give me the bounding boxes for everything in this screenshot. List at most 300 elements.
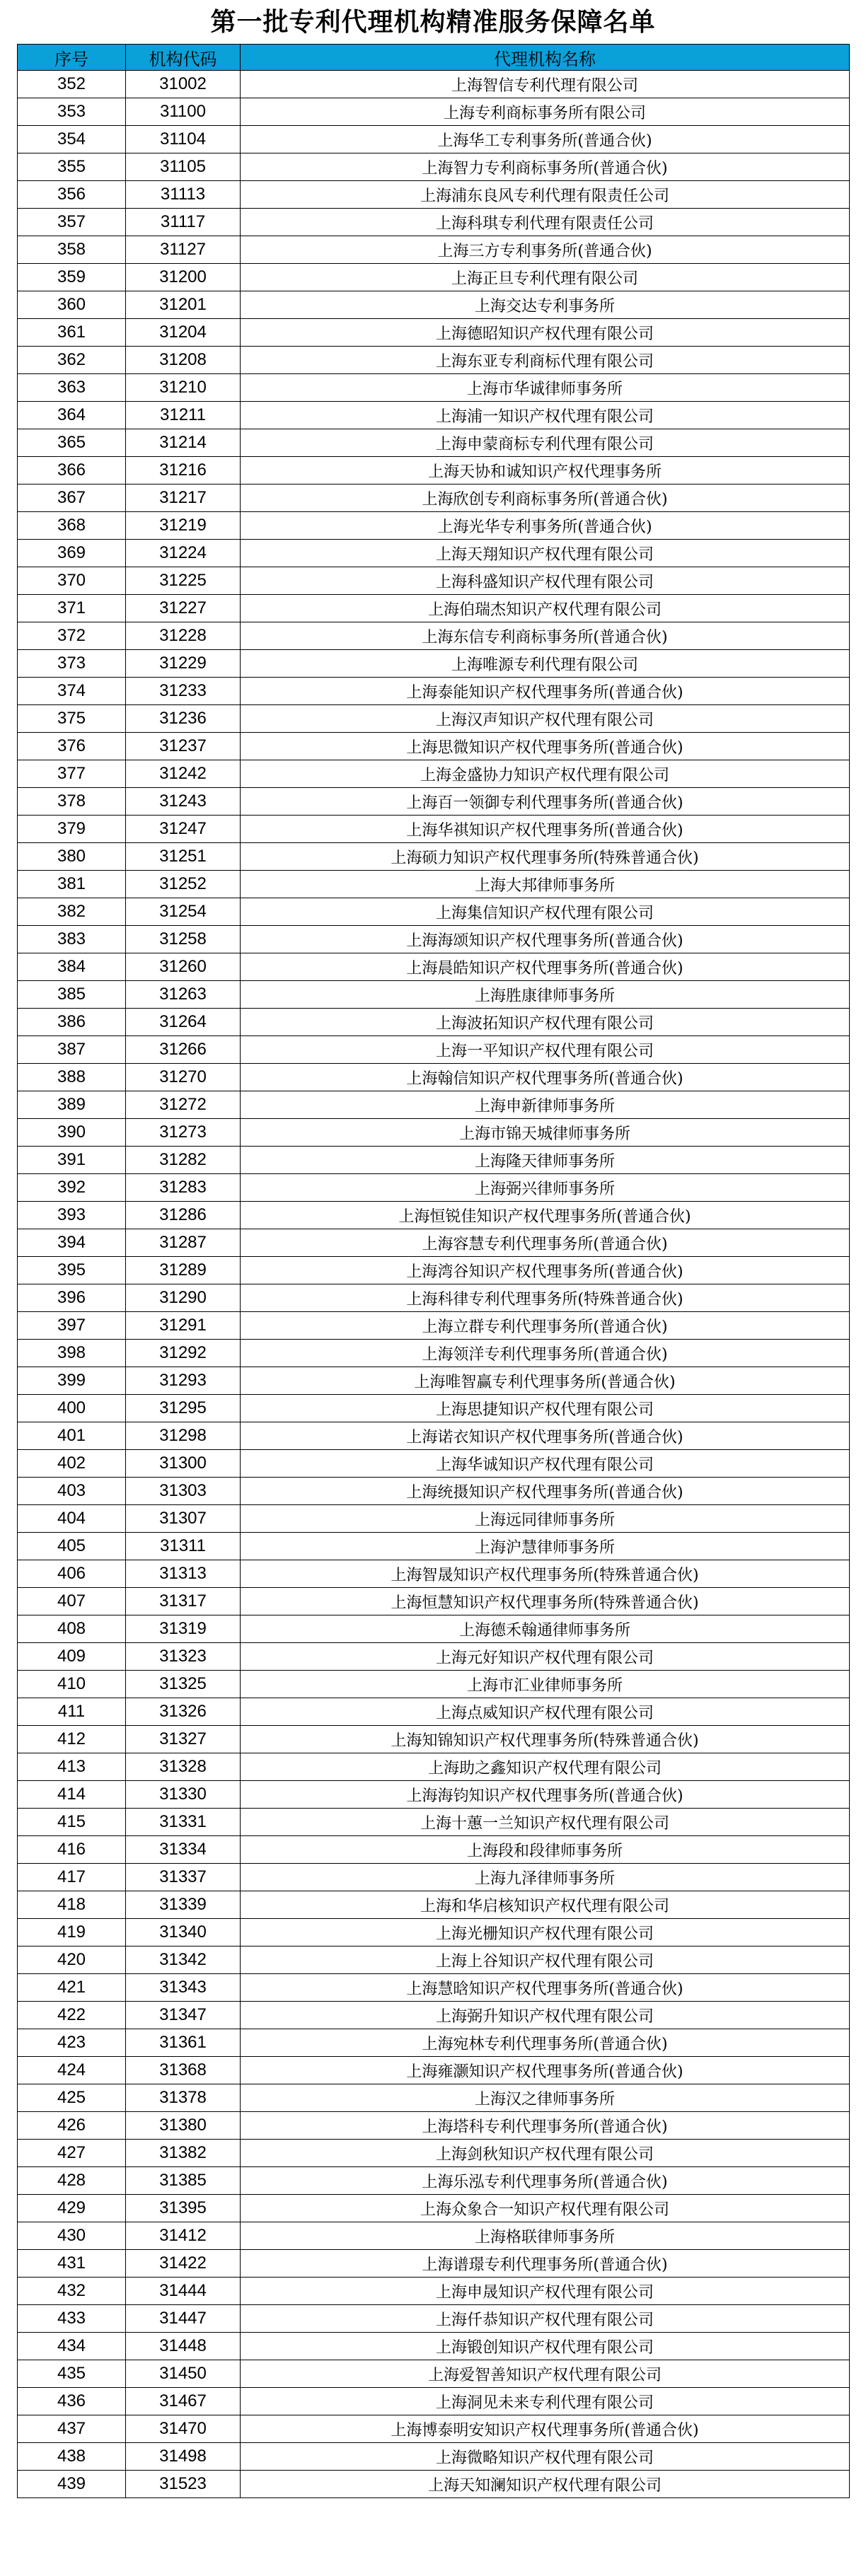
row-code-cell: 31412 [126, 2222, 241, 2250]
row-name-cell: 上海海钧知识产权代理事务所(普通合伙) [241, 1781, 850, 1809]
row-code-cell: 31252 [126, 871, 241, 898]
row-code-cell: 31307 [126, 1505, 241, 1533]
row-index-cell: 387 [18, 1036, 126, 1064]
row-index-cell: 364 [18, 402, 126, 429]
table-row [18, 2415, 850, 2443]
table-row [18, 1671, 850, 1698]
row-index-cell: 400 [18, 1395, 126, 1422]
table-row [18, 2002, 850, 2029]
row-name-cell: 上海德禾翰通律师事务所 [241, 1615, 850, 1643]
row-code-cell: 31242 [126, 760, 241, 788]
row-code-cell: 31273 [126, 1119, 241, 1147]
table-row [18, 181, 850, 209]
row-code-cell: 31227 [126, 595, 241, 622]
row-code-cell: 31291 [126, 1312, 241, 1340]
table-row [18, 2112, 850, 2140]
document-page [17, 0, 849, 2498]
row-name-cell: 上海金盛协力知识产权代理有限公司 [241, 760, 850, 788]
row-code-cell: 31295 [126, 1395, 241, 1422]
table-row [18, 1505, 850, 1533]
row-index-cell: 361 [18, 319, 126, 347]
row-name-cell: 上海元好知识产权代理有限公司 [241, 1643, 850, 1671]
row-code-cell: 31327 [126, 1726, 241, 1753]
row-code-cell: 31328 [126, 1753, 241, 1781]
row-index-cell: 431 [18, 2250, 126, 2278]
row-name-cell: 上海仟恭知识产权代理有限公司 [241, 2305, 850, 2333]
row-index-cell: 360 [18, 291, 126, 319]
row-name-cell: 上海弼升知识产权代理有限公司 [241, 2002, 850, 2029]
row-name-cell: 上海智信专利代理有限公司 [241, 71, 850, 98]
row-index-cell: 394 [18, 1229, 126, 1257]
table-body [18, 71, 850, 2498]
row-name-cell: 上海容慧专利代理事务所(普通合伙) [241, 1229, 850, 1257]
row-name-cell: 上海助之鑫知识产权代理有限公司 [241, 1753, 850, 1781]
row-index-cell: 403 [18, 1478, 126, 1505]
row-name-cell: 上海硕力知识产权代理事务所(特殊普通合伙) [241, 843, 850, 871]
table-row [18, 126, 850, 153]
row-code-cell: 31326 [126, 1698, 241, 1726]
row-name-cell: 上海诺衣知识产权代理事务所(普通合伙) [241, 1422, 850, 1450]
row-index-cell: 434 [18, 2333, 126, 2360]
row-code-cell: 31113 [126, 181, 241, 209]
row-index-cell: 437 [18, 2415, 126, 2443]
table-row [18, 2167, 850, 2195]
table-row [18, 1588, 850, 1615]
table-row [18, 319, 850, 347]
row-code-cell: 31385 [126, 2167, 241, 2195]
table-row [18, 1367, 850, 1395]
row-name-cell: 上海天翔知识产权代理有限公司 [241, 540, 850, 567]
row-code-cell: 31343 [126, 1974, 241, 2002]
row-name-cell: 上海浦一知识产权代理有限公司 [241, 402, 850, 429]
row-index-cell: 439 [18, 2471, 126, 2498]
row-code-cell: 31210 [126, 374, 241, 402]
row-name-cell: 上海浦东良风专利代理有限责任公司 [241, 181, 850, 209]
table-row [18, 236, 850, 264]
table-row [18, 1698, 850, 1726]
row-name-cell: 上海市汇业律师事务所 [241, 1671, 850, 1698]
row-name-cell: 上海三方专利事务所(普通合伙) [241, 236, 850, 264]
row-code-cell: 31444 [126, 2278, 241, 2305]
row-code-cell: 31298 [126, 1422, 241, 1450]
row-code-cell: 31282 [126, 1147, 241, 1174]
row-name-cell: 上海波拓知识产权代理有限公司 [241, 1009, 850, 1036]
row-name-cell: 上海宛林专利代理事务所(普通合伙) [241, 2029, 850, 2057]
row-code-cell: 31303 [126, 1478, 241, 1505]
row-name-cell: 上海华祺知识产权代理事务所(普通合伙) [241, 816, 850, 843]
table-row [18, 871, 850, 898]
table-row [18, 374, 850, 402]
row-code-cell: 31216 [126, 457, 241, 485]
row-code-cell: 31236 [126, 705, 241, 733]
table-row [18, 264, 850, 291]
row-name-cell: 上海天协和诚知识产权代理事务所 [241, 457, 850, 485]
row-code-cell: 31243 [126, 788, 241, 816]
row-code-cell: 31127 [126, 236, 241, 264]
row-code-cell: 31523 [126, 2471, 241, 2498]
row-index-cell: 376 [18, 733, 126, 760]
table-row [18, 209, 850, 236]
table-row [18, 1229, 850, 1257]
table-row [18, 981, 850, 1009]
table-row [18, 291, 850, 319]
row-code-cell: 31247 [126, 816, 241, 843]
table-row [18, 457, 850, 485]
row-code-cell: 31323 [126, 1643, 241, 1671]
row-index-cell: 369 [18, 540, 126, 567]
table-row [18, 2222, 850, 2250]
row-index-cell: 371 [18, 595, 126, 622]
row-code-cell: 31200 [126, 264, 241, 291]
row-index-cell: 416 [18, 1836, 126, 1864]
row-name-cell: 上海剑秋知识产权代理有限公司 [241, 2140, 850, 2167]
row-index-cell: 422 [18, 2002, 126, 2029]
row-code-cell: 31368 [126, 2057, 241, 2084]
table-row [18, 622, 850, 650]
row-name-cell: 上海市华诚律师事务所 [241, 374, 850, 402]
row-index-cell: 406 [18, 1560, 126, 1588]
table-row [18, 1643, 850, 1671]
row-index-cell: 410 [18, 1671, 126, 1698]
row-index-cell: 383 [18, 926, 126, 953]
row-name-cell: 上海谱璟专利代理事务所(普通合伙) [241, 2250, 850, 2278]
table-row [18, 1533, 850, 1560]
table-row [18, 1864, 850, 1891]
row-index-cell: 370 [18, 567, 126, 595]
row-index-cell: 428 [18, 2167, 126, 2195]
row-name-cell: 上海欣创专利商标事务所(普通合伙) [241, 485, 850, 512]
row-code-cell: 31330 [126, 1781, 241, 1809]
row-code-cell: 31263 [126, 981, 241, 1009]
row-code-cell: 31217 [126, 485, 241, 512]
row-name-cell: 上海唯源专利代理有限公司 [241, 650, 850, 678]
row-index-cell: 354 [18, 126, 126, 153]
row-name-cell: 上海汉声知识产权代理有限公司 [241, 705, 850, 733]
row-name-cell: 上海正旦专利代理有限公司 [241, 264, 850, 291]
row-code-cell: 31319 [126, 1615, 241, 1643]
row-name-cell: 上海众象合一知识产权代理有限公司 [241, 2195, 850, 2222]
row-index-cell: 389 [18, 1091, 126, 1119]
row-name-cell: 上海德昭知识产权代理有限公司 [241, 319, 850, 347]
row-code-cell: 31317 [126, 1588, 241, 1615]
row-index-cell: 363 [18, 374, 126, 402]
row-name-cell: 上海思微知识产权代理事务所(普通合伙) [241, 733, 850, 760]
row-index-cell: 375 [18, 705, 126, 733]
table-row [18, 788, 850, 816]
row-name-cell: 上海申新律师事务所 [241, 1091, 850, 1119]
row-index-cell: 391 [18, 1147, 126, 1174]
row-name-cell: 上海爱智善知识产权代理有限公司 [241, 2360, 850, 2388]
row-index-cell: 358 [18, 236, 126, 264]
table-row [18, 1202, 850, 1229]
row-code-cell: 31395 [126, 2195, 241, 2222]
row-index-cell: 426 [18, 2112, 126, 2140]
table-row [18, 595, 850, 622]
row-code-cell: 31254 [126, 898, 241, 926]
table-row [18, 2278, 850, 2305]
row-name-cell: 上海立群专利代理事务所(普通合伙) [241, 1312, 850, 1340]
table-row [18, 760, 850, 788]
table-row [18, 153, 850, 181]
row-name-cell: 上海隆天律师事务所 [241, 1147, 850, 1174]
table-row [18, 1119, 850, 1147]
table-row [18, 71, 850, 98]
row-name-cell: 上海思捷知识产权代理有限公司 [241, 1395, 850, 1422]
header-name: 代理机构名称 [241, 45, 850, 71]
row-index-cell: 390 [18, 1119, 126, 1147]
row-code-cell: 31467 [126, 2388, 241, 2415]
row-index-cell: 353 [18, 98, 126, 126]
row-code-cell: 31266 [126, 1036, 241, 1064]
table-row [18, 2057, 850, 2084]
row-name-cell: 上海海颂知识产权代理事务所(普通合伙) [241, 926, 850, 953]
row-name-cell: 上海翰信知识产权代理事务所(普通合伙) [241, 1064, 850, 1091]
table-row [18, 429, 850, 457]
agency-table [17, 44, 850, 2498]
row-index-cell: 429 [18, 2195, 126, 2222]
row-name-cell: 上海胜康律师事务所 [241, 981, 850, 1009]
row-index-cell: 418 [18, 1891, 126, 1919]
row-index-cell: 372 [18, 622, 126, 650]
table-row [18, 1450, 850, 1478]
row-code-cell: 31422 [126, 2250, 241, 2278]
row-name-cell: 上海慧晗知识产权代理事务所(普通合伙) [241, 1974, 850, 2002]
row-index-cell: 430 [18, 2222, 126, 2250]
row-index-cell: 424 [18, 2057, 126, 2084]
row-index-cell: 365 [18, 429, 126, 457]
row-name-cell: 上海泰能知识产权代理事务所(普通合伙) [241, 678, 850, 705]
row-index-cell: 401 [18, 1422, 126, 1450]
table-row [18, 1946, 850, 1974]
row-index-cell: 382 [18, 898, 126, 926]
row-name-cell: 上海唯智赢专利代理事务所(普通合伙) [241, 1367, 850, 1395]
row-code-cell: 31002 [126, 71, 241, 98]
table-row [18, 678, 850, 705]
row-index-cell: 384 [18, 953, 126, 981]
row-code-cell: 31224 [126, 540, 241, 567]
row-name-cell: 上海雍灏知识产权代理事务所(普通合伙) [241, 2057, 850, 2084]
row-code-cell: 31104 [126, 126, 241, 153]
table-row [18, 2471, 850, 2498]
table-row [18, 898, 850, 926]
table-row [18, 1340, 850, 1367]
table-row [18, 1726, 850, 1753]
row-name-cell: 上海伯瑞杰知识产权代理有限公司 [241, 595, 850, 622]
row-index-cell: 421 [18, 1974, 126, 2002]
row-name-cell: 上海东信专利商标事务所(普通合伙) [241, 622, 850, 650]
row-code-cell: 31498 [126, 2443, 241, 2471]
row-code-cell: 31229 [126, 650, 241, 678]
row-code-cell: 31287 [126, 1229, 241, 1257]
row-index-cell: 432 [18, 2278, 126, 2305]
table-row [18, 1974, 850, 2002]
row-code-cell: 31340 [126, 1919, 241, 1946]
row-code-cell: 31311 [126, 1533, 241, 1560]
row-index-cell: 411 [18, 1698, 126, 1726]
table-row [18, 816, 850, 843]
table-row [18, 1478, 850, 1505]
row-index-cell: 385 [18, 981, 126, 1009]
row-code-cell: 31448 [126, 2333, 241, 2360]
row-index-cell: 396 [18, 1284, 126, 1312]
table-row [18, 1560, 850, 1588]
table-header [18, 45, 850, 71]
row-index-cell: 366 [18, 457, 126, 485]
row-code-cell: 31300 [126, 1450, 241, 1478]
row-code-cell: 31331 [126, 1809, 241, 1836]
row-name-cell: 上海晨皓知识产权代理事务所(普通合伙) [241, 953, 850, 981]
table-row [18, 2084, 850, 2112]
table-row [18, 953, 850, 981]
row-name-cell: 上海洞见未来专利代理有限公司 [241, 2388, 850, 2415]
row-index-cell: 404 [18, 1505, 126, 1533]
row-code-cell: 31361 [126, 2029, 241, 2057]
row-index-cell: 352 [18, 71, 126, 98]
page-title: 第一批专利代理机构精准服务保障名单 [210, 7, 656, 37]
row-code-cell: 31339 [126, 1891, 241, 1919]
table-row [18, 2333, 850, 2360]
row-code-cell: 31105 [126, 153, 241, 181]
row-code-cell: 31290 [126, 1284, 241, 1312]
row-index-cell: 433 [18, 2305, 126, 2333]
table-row [18, 650, 850, 678]
row-name-cell: 上海塔科专利代理事务所(普通合伙) [241, 2112, 850, 2140]
row-code-cell: 31272 [126, 1091, 241, 1119]
table-row [18, 2195, 850, 2222]
row-code-cell: 31325 [126, 1671, 241, 1698]
row-index-cell: 417 [18, 1864, 126, 1891]
header-row [18, 45, 850, 71]
row-name-cell: 上海汉之律师事务所 [241, 2084, 850, 2112]
row-name-cell: 上海申蒙商标专利代理有限公司 [241, 429, 850, 457]
table-row [18, 98, 850, 126]
row-index-cell: 355 [18, 153, 126, 181]
row-index-cell: 413 [18, 1753, 126, 1781]
table-row [18, 1919, 850, 1946]
row-index-cell: 393 [18, 1202, 126, 1229]
row-name-cell: 上海和华启核知识产权代理有限公司 [241, 1891, 850, 1919]
table-row [18, 1174, 850, 1202]
row-index-cell: 420 [18, 1946, 126, 1974]
row-code-cell: 31264 [126, 1009, 241, 1036]
row-code-cell: 31292 [126, 1340, 241, 1367]
row-name-cell: 上海华诚知识产权代理有限公司 [241, 1450, 850, 1478]
row-name-cell: 上海光华专利事务所(普通合伙) [241, 512, 850, 540]
row-name-cell: 上海科琪专利代理有限责任公司 [241, 209, 850, 236]
row-code-cell: 31233 [126, 678, 241, 705]
table-row [18, 2140, 850, 2167]
table-row [18, 1147, 850, 1174]
row-code-cell: 31293 [126, 1367, 241, 1395]
row-name-cell: 上海锻创知识产权代理有限公司 [241, 2333, 850, 2360]
row-index-cell: 381 [18, 871, 126, 898]
row-index-cell: 368 [18, 512, 126, 540]
row-index-cell: 359 [18, 264, 126, 291]
row-index-cell: 409 [18, 1643, 126, 1671]
row-code-cell: 31228 [126, 622, 241, 650]
table-row [18, 1009, 850, 1036]
table-row [18, 2029, 850, 2057]
row-index-cell: 388 [18, 1064, 126, 1091]
row-code-cell: 31470 [126, 2415, 241, 2443]
row-name-cell: 上海沪慧律师事务所 [241, 1533, 850, 1560]
row-index-cell: 377 [18, 760, 126, 788]
table-row [18, 843, 850, 871]
row-name-cell: 上海东亚专利商标代理有限公司 [241, 347, 850, 374]
row-index-cell: 436 [18, 2388, 126, 2415]
table-row [18, 512, 850, 540]
row-name-cell: 上海一平知识产权代理有限公司 [241, 1036, 850, 1064]
row-code-cell: 31258 [126, 926, 241, 953]
row-index-cell: 414 [18, 1781, 126, 1809]
table-row [18, 733, 850, 760]
row-name-cell: 上海上谷知识产权代理有限公司 [241, 1946, 850, 1974]
table-row [18, 1422, 850, 1450]
table-row [18, 1891, 850, 1919]
row-code-cell: 31334 [126, 1836, 241, 1864]
row-index-cell: 405 [18, 1533, 126, 1560]
row-name-cell: 上海智力专利商标事务所(普通合伙) [241, 153, 850, 181]
header-index: 序号 [18, 45, 126, 71]
table-row [18, 1257, 850, 1284]
row-index-cell: 435 [18, 2360, 126, 2388]
row-code-cell: 31208 [126, 347, 241, 374]
table-row [18, 1284, 850, 1312]
row-name-cell: 上海湾谷知识产权代理事务所(普通合伙) [241, 1257, 850, 1284]
row-index-cell: 374 [18, 678, 126, 705]
table-row [18, 705, 850, 733]
row-name-cell: 上海远同律师事务所 [241, 1505, 850, 1533]
table-row [18, 2360, 850, 2388]
table-row [18, 2388, 850, 2415]
row-index-cell: 379 [18, 816, 126, 843]
row-name-cell: 上海乐泓专利代理事务所(普通合伙) [241, 2167, 850, 2195]
table-row [18, 2250, 850, 2278]
table-row [18, 1312, 850, 1340]
row-index-cell: 415 [18, 1809, 126, 1836]
row-name-cell: 上海市锦天城律师事务所 [241, 1119, 850, 1147]
row-code-cell: 31382 [126, 2140, 241, 2167]
row-name-cell: 上海大邦律师事务所 [241, 871, 850, 898]
row-index-cell: 380 [18, 843, 126, 871]
row-index-cell: 412 [18, 1726, 126, 1753]
row-code-cell: 31289 [126, 1257, 241, 1284]
row-code-cell: 31342 [126, 1946, 241, 1974]
row-index-cell: 408 [18, 1615, 126, 1643]
row-code-cell: 31283 [126, 1174, 241, 1202]
row-name-cell: 上海恒慧知识产权代理事务所(特殊普通合伙) [241, 1588, 850, 1615]
table-row [18, 2443, 850, 2471]
table-row [18, 1836, 850, 1864]
table-row [18, 402, 850, 429]
row-code-cell: 31225 [126, 567, 241, 595]
row-name-cell: 上海统摄知识产权代理事务所(普通合伙) [241, 1478, 850, 1505]
row-name-cell: 上海专利商标事务所有限公司 [241, 98, 850, 126]
row-index-cell: 356 [18, 181, 126, 209]
row-index-cell: 378 [18, 788, 126, 816]
row-code-cell: 31450 [126, 2360, 241, 2388]
table-row [18, 1809, 850, 1836]
row-index-cell: 407 [18, 1588, 126, 1615]
row-name-cell: 上海天知澜知识产权代理有限公司 [241, 2471, 850, 2498]
row-index-cell: 423 [18, 2029, 126, 2057]
table-row [18, 1395, 850, 1422]
row-name-cell: 上海集信知识产权代理有限公司 [241, 898, 850, 926]
table-row [18, 567, 850, 595]
row-name-cell: 上海恒锐佳知识产权代理事务所(普通合伙) [241, 1202, 850, 1229]
row-code-cell: 31214 [126, 429, 241, 457]
row-name-cell: 上海九泽律师事务所 [241, 1864, 850, 1891]
